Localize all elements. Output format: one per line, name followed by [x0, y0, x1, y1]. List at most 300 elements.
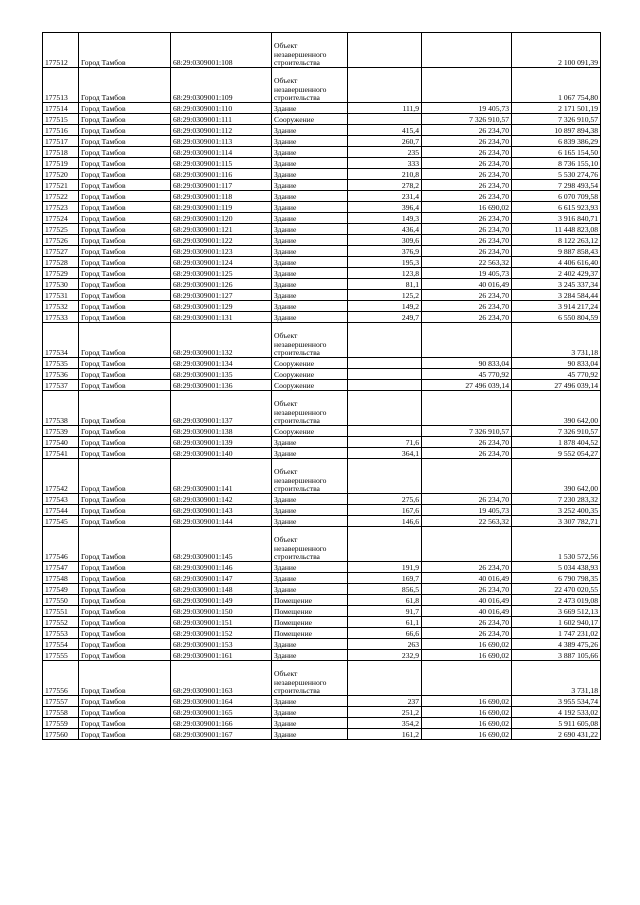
object-type-cell: Объект незавершенного строительства: [272, 391, 348, 426]
row-number-cell: 177529: [43, 268, 79, 279]
locality-cell: Город Тамбов: [79, 696, 171, 707]
unit-value-cell: [422, 33, 512, 68]
cadastral-value-cell: 3 252 400,35: [512, 505, 601, 516]
object-type-cell: Здание: [272, 103, 348, 114]
locality-cell: Город Тамбов: [79, 158, 171, 169]
row-number-cell: 177557: [43, 696, 79, 707]
cadastral-value-cell: 4 389 475,26: [512, 639, 601, 650]
table-row: [43, 136, 601, 147]
table-row: [43, 696, 601, 707]
row-number-cell: 177535: [43, 358, 79, 369]
cadastral-value-cell: 1 530 572,56: [512, 527, 601, 562]
table-row: [43, 169, 601, 180]
locality-cell: Город Тамбов: [79, 448, 171, 459]
table-row: [43, 459, 601, 494]
object-type-cell: Здание: [272, 290, 348, 301]
cadastral-number-cell: 68:29:0309001:114: [171, 147, 272, 158]
locality-cell: Город Тамбов: [79, 136, 171, 147]
cadastral-number-cell: 68:29:0309001:132: [171, 323, 272, 358]
table-row: [43, 191, 601, 202]
locality-cell: Город Тамбов: [79, 369, 171, 380]
locality-cell: Город Тамбов: [79, 268, 171, 279]
object-type-cell: Здание: [272, 584, 348, 595]
object-type-cell: Объект незавершенного строительства: [272, 323, 348, 358]
cadastral-number-cell: 68:29:0309001:109: [171, 68, 272, 103]
row-number-cell: 177516: [43, 125, 79, 136]
row-number-cell: 177527: [43, 246, 79, 257]
cadastral-number-cell: 68:29:0309001:149: [171, 595, 272, 606]
cadastral-value-cell: 3 914 217,24: [512, 301, 601, 312]
unit-value-cell: 26 234,70: [422, 180, 512, 191]
cadastral-number-cell: 68:29:0309001:123: [171, 246, 272, 257]
object-type-cell: Здание: [272, 224, 348, 235]
cadastral-value-cell: 2 473 019,08: [512, 595, 601, 606]
unit-value-cell: 26 234,70: [422, 158, 512, 169]
area-cell: 436,4: [348, 224, 422, 235]
area-cell: 111,9: [348, 103, 422, 114]
area-cell: 260,7: [348, 136, 422, 147]
cadastral-number-cell: 68:29:0309001:124: [171, 257, 272, 268]
locality-cell: Город Тамбов: [79, 33, 171, 68]
cadastral-value-cell: 5 911 605,08: [512, 718, 601, 729]
cadastral-value-cell: 390 642,00: [512, 459, 601, 494]
object-type-cell: Помещение: [272, 628, 348, 639]
cadastral-value-cell: 3 245 337,34: [512, 279, 601, 290]
table-row: [43, 235, 601, 246]
table-body: [43, 33, 601, 740]
row-number-cell: 177545: [43, 516, 79, 527]
cadastral-value-cell: 7 230 283,32: [512, 494, 601, 505]
object-type-cell: Здание: [272, 136, 348, 147]
row-number-cell: 177526: [43, 235, 79, 246]
locality-cell: Город Тамбов: [79, 68, 171, 103]
cadastral-number-cell: 68:29:0309001:145: [171, 527, 272, 562]
unit-value-cell: 16 690,02: [422, 696, 512, 707]
cadastral-number-cell: 68:29:0309001:138: [171, 426, 272, 437]
locality-cell: Город Тамбов: [79, 312, 171, 323]
table-row: [43, 584, 601, 595]
unit-value-cell: 19 405,73: [422, 103, 512, 114]
unit-value-cell: 7 326 910,57: [422, 426, 512, 437]
cadastral-value-cell: 3 916 840,71: [512, 213, 601, 224]
cadastral-value-cell: 2 100 091,39: [512, 33, 601, 68]
locality-cell: Город Тамбов: [79, 257, 171, 268]
unit-value-cell: [422, 459, 512, 494]
unit-value-cell: 26 234,70: [422, 125, 512, 136]
locality-cell: Город Тамбов: [79, 191, 171, 202]
cadastral-value-cell: 3 731,18: [512, 661, 601, 696]
cadastral-number-cell: 68:29:0309001:144: [171, 516, 272, 527]
object-type-cell: Объект незавершенного строительства: [272, 661, 348, 696]
locality-cell: Город Тамбов: [79, 246, 171, 257]
row-number-cell: 177548: [43, 573, 79, 584]
unit-value-cell: 16 690,02: [422, 202, 512, 213]
area-cell: [348, 527, 422, 562]
area-cell: 61,1: [348, 617, 422, 628]
cadastral-number-cell: 68:29:0309001:125: [171, 268, 272, 279]
table-row: [43, 290, 601, 301]
row-number-cell: 177556: [43, 661, 79, 696]
table-row: [43, 516, 601, 527]
cadastral-value-cell: 1 747 231,02: [512, 628, 601, 639]
unit-value-cell: 26 234,70: [422, 246, 512, 257]
row-number-cell: 177522: [43, 191, 79, 202]
object-type-cell: Помещение: [272, 595, 348, 606]
table-row: [43, 628, 601, 639]
object-type-cell: Здание: [272, 437, 348, 448]
object-type-cell: Здание: [272, 718, 348, 729]
unit-value-cell: 40 016,49: [422, 573, 512, 584]
area-cell: 123,8: [348, 268, 422, 279]
locality-cell: Город Тамбов: [79, 114, 171, 125]
locality-cell: Город Тамбов: [79, 358, 171, 369]
table-row: [43, 562, 601, 573]
area-cell: [348, 358, 422, 369]
unit-value-cell: 22 563,32: [422, 257, 512, 268]
area-cell: 376,9: [348, 246, 422, 257]
area-cell: 169,7: [348, 573, 422, 584]
locality-cell: Город Тамбов: [79, 279, 171, 290]
object-type-cell: Здание: [272, 312, 348, 323]
area-cell: 354,2: [348, 718, 422, 729]
cadastral-value-cell: 4 406 616,40: [512, 257, 601, 268]
table-row: [43, 606, 601, 617]
table-row: [43, 158, 601, 169]
locality-cell: Город Тамбов: [79, 426, 171, 437]
cadastral-value-cell: 3 887 105,66: [512, 650, 601, 661]
area-cell: 364,1: [348, 448, 422, 459]
object-type-cell: Объект незавершенного строительства: [272, 68, 348, 103]
unit-value-cell: 16 690,02: [422, 718, 512, 729]
area-cell: 275,6: [348, 494, 422, 505]
cadastral-number-cell: 68:29:0309001:121: [171, 224, 272, 235]
object-type-cell: Сооружение: [272, 114, 348, 125]
cadastral-number-cell: 68:29:0309001:141: [171, 459, 272, 494]
cadastral-value-cell: 90 833,04: [512, 358, 601, 369]
row-number-cell: 177514: [43, 103, 79, 114]
area-cell: 81,1: [348, 279, 422, 290]
table-row: [43, 33, 601, 68]
locality-cell: Город Тамбов: [79, 650, 171, 661]
unit-value-cell: 26 234,70: [422, 301, 512, 312]
cadastral-value-cell: 6 550 804,59: [512, 312, 601, 323]
cadastral-value-cell: 3 955 534,74: [512, 696, 601, 707]
row-number-cell: 177532: [43, 301, 79, 312]
object-type-cell: Здание: [272, 729, 348, 740]
table-row: [43, 147, 601, 158]
locality-cell: Город Тамбов: [79, 573, 171, 584]
object-type-cell: Объект незавершенного строительства: [272, 459, 348, 494]
table-row: [43, 707, 601, 718]
cadastral-number-cell: 68:29:0309001:143: [171, 505, 272, 516]
locality-cell: Город Тамбов: [79, 628, 171, 639]
cadastral-value-cell: 27 496 039,14: [512, 380, 601, 391]
row-number-cell: 177517: [43, 136, 79, 147]
locality-cell: Город Тамбов: [79, 380, 171, 391]
cadastral-number-cell: 68:29:0309001:153: [171, 639, 272, 650]
row-number-cell: 177518: [43, 147, 79, 158]
locality-cell: Город Тамбов: [79, 224, 171, 235]
cadastral-value-cell: 9 887 858,43: [512, 246, 601, 257]
unit-value-cell: 26 234,70: [422, 437, 512, 448]
row-number-cell: 177536: [43, 369, 79, 380]
object-type-cell: Здание: [272, 301, 348, 312]
cadastral-number-cell: 68:29:0309001:117: [171, 180, 272, 191]
cadastral-number-cell: 68:29:0309001:131: [171, 312, 272, 323]
area-cell: 235: [348, 147, 422, 158]
unit-value-cell: 26 234,70: [422, 312, 512, 323]
object-type-cell: Здание: [272, 235, 348, 246]
cadastral-number-cell: 68:29:0309001:164: [171, 696, 272, 707]
cadastral-value-cell: 6 790 798,35: [512, 573, 601, 584]
object-type-cell: Здание: [272, 202, 348, 213]
cadastral-number-cell: 68:29:0309001:142: [171, 494, 272, 505]
cadastral-value-cell: 6 615 923,93: [512, 202, 601, 213]
cadastral-number-cell: 68:29:0309001:129: [171, 301, 272, 312]
cadastral-number-cell: 68:29:0309001:167: [171, 729, 272, 740]
object-type-cell: Помещение: [272, 617, 348, 628]
locality-cell: Город Тамбов: [79, 180, 171, 191]
table-row: [43, 505, 601, 516]
unit-value-cell: [422, 323, 512, 358]
cadastral-number-cell: 68:29:0309001:118: [171, 191, 272, 202]
area-cell: [348, 369, 422, 380]
table-row: [43, 437, 601, 448]
cadastral-value-cell: 7 298 493,54: [512, 180, 601, 191]
object-type-cell: Здание: [272, 650, 348, 661]
table-row: [43, 369, 601, 380]
object-type-cell: Сооружение: [272, 426, 348, 437]
table-row: [43, 279, 601, 290]
table-row: [43, 125, 601, 136]
unit-value-cell: 40 016,49: [422, 606, 512, 617]
row-number-cell: 177520: [43, 169, 79, 180]
object-type-cell: Помещение: [272, 606, 348, 617]
table-row: [43, 114, 601, 125]
unit-value-cell: 26 234,70: [422, 562, 512, 573]
row-number-cell: 177515: [43, 114, 79, 125]
cadastral-number-cell: 68:29:0309001:116: [171, 169, 272, 180]
row-number-cell: 177551: [43, 606, 79, 617]
locality-cell: Город Тамбов: [79, 323, 171, 358]
row-number-cell: 177523: [43, 202, 79, 213]
locality-cell: Город Тамбов: [79, 213, 171, 224]
object-type-cell: Сооружение: [272, 369, 348, 380]
cadastral-value-cell: 6 839 386,29: [512, 136, 601, 147]
table-row: [43, 448, 601, 459]
unit-value-cell: 40 016,49: [422, 279, 512, 290]
locality-cell: Город Тамбов: [79, 459, 171, 494]
cadastral-number-cell: 68:29:0309001:148: [171, 584, 272, 595]
cadastral-number-cell: 68:29:0309001:113: [171, 136, 272, 147]
unit-value-cell: [422, 527, 512, 562]
unit-value-cell: 26 234,70: [422, 191, 512, 202]
locality-cell: Город Тамбов: [79, 562, 171, 573]
row-number-cell: 177543: [43, 494, 79, 505]
table-row: [43, 358, 601, 369]
table-row: [43, 718, 601, 729]
row-number-cell: 177519: [43, 158, 79, 169]
cadastral-number-cell: 68:29:0309001:163: [171, 661, 272, 696]
area-cell: 125,2: [348, 290, 422, 301]
unit-value-cell: 27 496 039,14: [422, 380, 512, 391]
area-cell: 249,7: [348, 312, 422, 323]
object-type-cell: Здание: [272, 494, 348, 505]
row-number-cell: 177537: [43, 380, 79, 391]
row-number-cell: 177528: [43, 257, 79, 268]
locality-cell: Город Тамбов: [79, 707, 171, 718]
area-cell: 149,3: [348, 213, 422, 224]
cadastral-value-cell: 2 171 501,19: [512, 103, 601, 114]
cadastral-number-cell: 68:29:0309001:119: [171, 202, 272, 213]
area-cell: [348, 459, 422, 494]
area-cell: 210,8: [348, 169, 422, 180]
area-cell: [348, 426, 422, 437]
locality-cell: Город Тамбов: [79, 301, 171, 312]
locality-cell: Город Тамбов: [79, 527, 171, 562]
cadastral-value-cell: 2 690 431,22: [512, 729, 601, 740]
area-cell: 333: [348, 158, 422, 169]
unit-value-cell: 90 833,04: [422, 358, 512, 369]
cadastral-value-cell: 3 731,18: [512, 323, 601, 358]
area-cell: 167,6: [348, 505, 422, 516]
area-cell: 61,8: [348, 595, 422, 606]
area-cell: [348, 380, 422, 391]
row-number-cell: 177521: [43, 180, 79, 191]
table-row: [43, 246, 601, 257]
row-number-cell: 177539: [43, 426, 79, 437]
unit-value-cell: 26 234,70: [422, 628, 512, 639]
object-type-cell: Здание: [272, 573, 348, 584]
unit-value-cell: 16 690,02: [422, 650, 512, 661]
cadastral-number-cell: 68:29:0309001:137: [171, 391, 272, 426]
row-number-cell: 177550: [43, 595, 79, 606]
table-row: [43, 202, 601, 213]
row-number-cell: 177547: [43, 562, 79, 573]
cadastral-value-cell: 5 530 274,76: [512, 169, 601, 180]
unit-value-cell: 45 770,92: [422, 369, 512, 380]
object-type-cell: Здание: [272, 516, 348, 527]
unit-value-cell: 26 234,70: [422, 584, 512, 595]
table-row: [43, 650, 601, 661]
object-type-cell: Здание: [272, 696, 348, 707]
locality-cell: Город Тамбов: [79, 595, 171, 606]
object-type-cell: Здание: [272, 707, 348, 718]
object-type-cell: Здание: [272, 158, 348, 169]
locality-cell: Город Тамбов: [79, 103, 171, 114]
unit-value-cell: 26 234,70: [422, 147, 512, 158]
row-number-cell: 177538: [43, 391, 79, 426]
area-cell: 161,2: [348, 729, 422, 740]
locality-cell: Город Тамбов: [79, 125, 171, 136]
cadastral-number-cell: 68:29:0309001:111: [171, 114, 272, 125]
cadastral-value-cell: 8 736 155,10: [512, 158, 601, 169]
unit-value-cell: [422, 391, 512, 426]
row-number-cell: 177534: [43, 323, 79, 358]
cadastral-value-cell: 1 602 940,17: [512, 617, 601, 628]
table-row: [43, 268, 601, 279]
cadastral-value-cell: 11 448 823,08: [512, 224, 601, 235]
row-number-cell: 177530: [43, 279, 79, 290]
area-cell: 231,4: [348, 191, 422, 202]
object-type-cell: Здание: [272, 191, 348, 202]
unit-value-cell: 26 234,70: [422, 224, 512, 235]
unit-value-cell: 26 234,70: [422, 448, 512, 459]
cadastral-number-cell: 68:29:0309001:134: [171, 358, 272, 369]
unit-value-cell: 26 234,70: [422, 290, 512, 301]
table-row: [43, 323, 601, 358]
table-row: [43, 180, 601, 191]
row-number-cell: 177524: [43, 213, 79, 224]
object-type-cell: Сооружение: [272, 380, 348, 391]
area-cell: 149,2: [348, 301, 422, 312]
cadastral-number-cell: 68:29:0309001:151: [171, 617, 272, 628]
area-cell: [348, 661, 422, 696]
row-number-cell: 177554: [43, 639, 79, 650]
locality-cell: Город Тамбов: [79, 718, 171, 729]
row-number-cell: 177559: [43, 718, 79, 729]
locality-cell: Город Тамбов: [79, 147, 171, 158]
cadastral-number-cell: 68:29:0309001:150: [171, 606, 272, 617]
area-cell: 91,7: [348, 606, 422, 617]
cadastral-number-cell: 68:29:0309001:152: [171, 628, 272, 639]
locality-cell: Город Тамбов: [79, 235, 171, 246]
unit-value-cell: 40 016,49: [422, 595, 512, 606]
cadastral-value-table: [42, 32, 601, 740]
cadastral-number-cell: 68:29:0309001:122: [171, 235, 272, 246]
cadastral-number-cell: 68:29:0309001:127: [171, 290, 272, 301]
cadastral-value-cell: 390 642,00: [512, 391, 601, 426]
cadastral-number-cell: 68:29:0309001:165: [171, 707, 272, 718]
row-number-cell: 177541: [43, 448, 79, 459]
row-number-cell: 177540: [43, 437, 79, 448]
cadastral-value-cell: 45 770,92: [512, 369, 601, 380]
cadastral-value-cell: 4 192 533,02: [512, 707, 601, 718]
table-row: [43, 426, 601, 437]
cadastral-value-cell: 5 034 438,93: [512, 562, 601, 573]
locality-cell: Город Тамбов: [79, 437, 171, 448]
cadastral-value-cell: 6 070 709,58: [512, 191, 601, 202]
table-row: [43, 527, 601, 562]
table-row: [43, 312, 601, 323]
cadastral-number-cell: 68:29:0309001:112: [171, 125, 272, 136]
object-type-cell: Здание: [272, 505, 348, 516]
object-type-cell: Объект незавершенного строительства: [272, 33, 348, 68]
cadastral-number-cell: 68:29:0309001:140: [171, 448, 272, 459]
cadastral-value-cell: 10 897 894,38: [512, 125, 601, 136]
object-type-cell: Здание: [272, 180, 348, 191]
cadastral-number-cell: 68:29:0309001:147: [171, 573, 272, 584]
object-type-cell: Здание: [272, 169, 348, 180]
row-number-cell: 177525: [43, 224, 79, 235]
object-type-cell: Здание: [272, 562, 348, 573]
cadastral-number-cell: 68:29:0309001:110: [171, 103, 272, 114]
cadastral-number-cell: 68:29:0309001:166: [171, 718, 272, 729]
area-cell: 232,9: [348, 650, 422, 661]
table-row: [43, 391, 601, 426]
area-cell: 263: [348, 639, 422, 650]
table-row: [43, 595, 601, 606]
object-type-cell: Объект незавершенного строительства: [272, 527, 348, 562]
locality-cell: Город Тамбов: [79, 516, 171, 527]
locality-cell: Город Тамбов: [79, 639, 171, 650]
object-type-cell: Здание: [272, 257, 348, 268]
row-number-cell: 177542: [43, 459, 79, 494]
cadastral-number-cell: 68:29:0309001:161: [171, 650, 272, 661]
table-row: [43, 729, 601, 740]
table-row: [43, 494, 601, 505]
row-number-cell: 177512: [43, 33, 79, 68]
